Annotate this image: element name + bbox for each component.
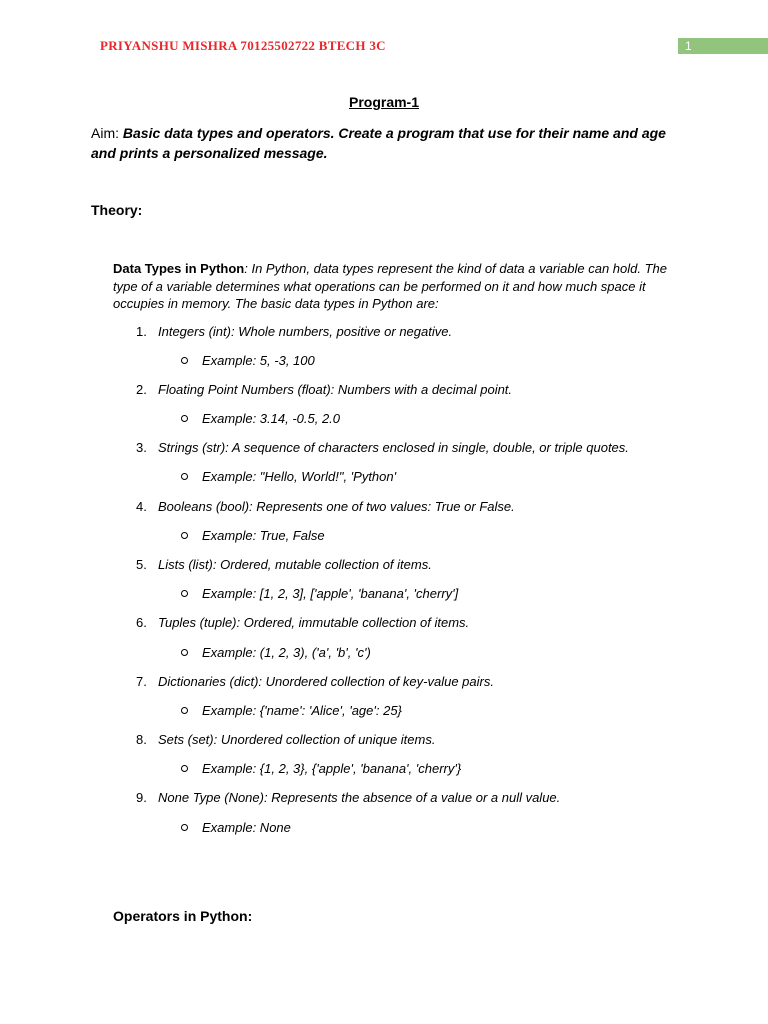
example-text: Example: {'name': 'Alice', 'age': 25} [202, 703, 402, 718]
list-item-example [181, 820, 291, 835]
list-item-text: Tuples (tuple): Ordered, immutable collection of items. [158, 615, 470, 630]
list-item-example [181, 411, 340, 426]
circle-bullet-icon [181, 649, 188, 656]
example-text: Example: "Hello, World!", 'Python' [202, 469, 397, 484]
list-item-example [181, 703, 402, 718]
list-item-number: 3. [136, 440, 147, 455]
list-item-text: Strings (str): A sequence of characters enclosed in single, double, or triple quotes. [158, 440, 629, 455]
example-text: Example: True, False [202, 528, 325, 543]
list-item [136, 382, 512, 397]
example-text: Example: (1, 2, 3), ('a', 'b', 'c') [202, 645, 371, 660]
circle-bullet-icon [181, 415, 188, 422]
list-item [136, 615, 469, 630]
list-item [136, 324, 452, 339]
circle-bullet-icon [181, 707, 188, 714]
list-item-number: 5. [136, 557, 147, 572]
list-item-example [181, 528, 325, 543]
circle-bullet-icon [181, 824, 188, 831]
list-item-text: Floating Point Numbers (float): Numbers with a decimal point. [158, 382, 513, 397]
theory-heading: Theory: [91, 202, 143, 218]
list-item [136, 440, 629, 455]
list-item-text: None Type (None): Represents the absence of a value or a null value. [158, 790, 561, 805]
list-item-number: 9. [136, 790, 147, 805]
aim-paragraph [91, 123, 681, 163]
example-text: Example: 5, -3, 100 [202, 353, 315, 368]
list-item-number: 1. [136, 324, 147, 339]
list-item-number: 4. [136, 499, 147, 514]
page-number-badge: 1 [678, 38, 768, 54]
example-text: Example: 3.14, -0.5, 2.0 [202, 411, 341, 426]
list-item-number: 7. [136, 674, 147, 689]
example-text: Example: {1, 2, 3}, {'apple', 'banana', 'cherry'} [202, 761, 462, 776]
circle-bullet-icon [181, 473, 188, 480]
list-item-example [181, 353, 315, 368]
list-item-number: 2. [136, 382, 147, 397]
list-item [136, 732, 435, 747]
circle-bullet-icon [181, 765, 188, 772]
header-author-line: PRIYANSHU MISHRA 70125502722 BTECH 3C [100, 38, 386, 53]
example-text: Example: [1, 2, 3], ['apple', 'banana', 'cherry'] [202, 586, 459, 601]
program-title: Program-1 [348, 94, 420, 110]
list-item [136, 674, 494, 689]
list-item [136, 557, 432, 572]
list-item-number: 6. [136, 615, 147, 630]
example-text: Example: None [202, 820, 291, 835]
circle-bullet-icon [181, 357, 188, 364]
aim-label: Aim: [91, 125, 123, 141]
list-item-example [181, 645, 371, 660]
list-item-example [181, 586, 458, 601]
list-item-number: 8. [136, 732, 147, 747]
circle-bullet-icon [181, 532, 188, 539]
operators-heading: Operators in Python: [113, 908, 253, 924]
list-item [136, 499, 515, 514]
data-types-label: Data Types in Python [113, 261, 245, 276]
data-types-paragraph [113, 260, 693, 313]
circle-bullet-icon [181, 590, 188, 597]
list-item-text: Lists (list): Ordered, mutable collection of items. [158, 557, 432, 572]
list-item-text: Integers (int): Whole numbers, positive or negative. [158, 324, 453, 339]
data-types-intro: : In Python, data types represent the kind of data a variable can hold. The type of a variable determines what operations can be performed on it and how much space it occupies in memory. The basic data types in Python are: [113, 261, 668, 311]
list-item-text: Booleans (bool): Represents one of two values: True or False. [158, 499, 515, 514]
list-item-text: Sets (set): Unordered collection of unique items. [158, 732, 436, 747]
list-item-text: Dictionaries (dict): Unordered collection of key-value pairs. [158, 674, 494, 689]
aim-text: Basic data types and operators. Create a program that use for their name and age and prints a personalized message. [91, 125, 666, 161]
list-item [136, 790, 560, 805]
list-item-example [181, 761, 461, 776]
list-item-example [181, 469, 396, 484]
